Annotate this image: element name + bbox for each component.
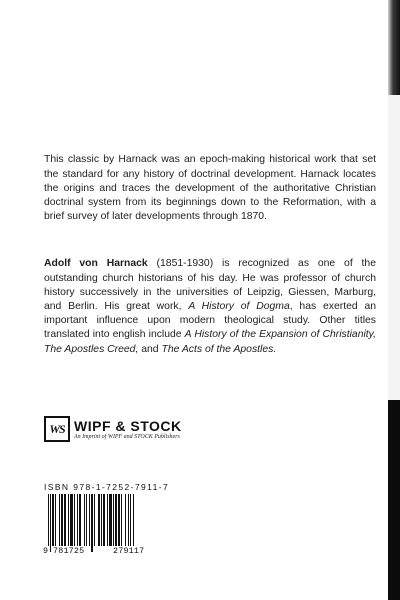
bio-text-2: , has exerted an important influence upon modern theological study. Other titles translated into english include — [44, 301, 377, 341]
barcode-bar — [84, 494, 85, 546]
cover-edge-strip — [388, 0, 400, 600]
publisher-name: WIPF & STOCK — [74, 417, 182, 434]
barcode-bar — [125, 494, 126, 546]
barcode-bar — [128, 494, 129, 546]
barcode-digits-left: 781725 — [53, 546, 85, 556]
publisher-tagline: An Imprint of WIPF and STOCK Publishers — [74, 433, 180, 440]
publisher-text — [74, 418, 182, 441]
barcode-digits — [42, 546, 170, 558]
barcode-bar — [118, 494, 120, 546]
barcode-bars — [42, 494, 170, 554]
barcode-bar — [59, 494, 60, 546]
barcode-bar — [107, 494, 108, 546]
isbn-label: ISBN 978-1-7252-7911-7 — [44, 482, 170, 492]
book-blurb: This classic by Harnack was an epoch-making historical work that set the standard for any history of doctrinal development. Harnack locates the origins and traces the development of the authoritative Christian doctrinal system from its beginnings down to the Reformation, with a brief survey of later developments through 1870. — [44, 154, 376, 223]
bio-title-1: A History of Dogma — [188, 301, 290, 312]
barcode-digits-right: 279117 — [113, 546, 145, 556]
barcode-bar — [98, 494, 100, 546]
barcode-digit-first: 9 — [43, 546, 49, 556]
barcode-bar — [86, 494, 87, 546]
edge-dark-bottom — [388, 400, 400, 600]
bio-text-1: (1851-1930) is recognized as one of the outstanding church historians of his day. He was professor of church history successively in the universities of Leipzig, Giessen, Marburg, and Berlin. His great work, — [44, 258, 376, 312]
edge-light-middle — [388, 95, 400, 400]
barcode-bar — [79, 494, 81, 546]
barcode-bar — [50, 494, 51, 552]
bio-text-3: and — [138, 343, 162, 355]
barcode-bar — [68, 494, 69, 546]
barcode-bar — [109, 494, 112, 546]
publisher-logo — [44, 414, 182, 444]
isbn-barcode — [42, 494, 170, 560]
edge-dark-top — [388, 0, 400, 95]
barcode-bar — [133, 494, 134, 552]
barcode-bar — [77, 494, 78, 546]
barcode-bar — [61, 494, 63, 546]
barcode-bar — [55, 494, 56, 546]
barcode-bar — [48, 494, 49, 552]
barcode-bar — [74, 494, 75, 546]
barcode-bar — [89, 494, 90, 546]
barcode-bar — [121, 494, 122, 546]
barcode-bar — [115, 494, 117, 546]
author-bio — [44, 257, 376, 356]
barcode-bar — [94, 494, 95, 546]
barcode-bar — [130, 494, 131, 552]
barcode-bar — [64, 494, 66, 546]
barcode-bar — [101, 494, 102, 546]
publisher-logo-mark: WS — [44, 416, 70, 442]
bio-title-3: The Acts of the Apostles. — [161, 343, 277, 355]
barcode-bar — [103, 494, 105, 546]
barcode-bar — [52, 494, 54, 546]
barcode-bar — [70, 494, 73, 546]
author-name: Adolf von Harnack — [44, 258, 148, 270]
bio-title-2: A History of the Expansion of Christianity, The Apostles Creed, — [44, 329, 376, 355]
barcode-bar — [91, 494, 93, 552]
barcode-bar — [113, 494, 114, 546]
